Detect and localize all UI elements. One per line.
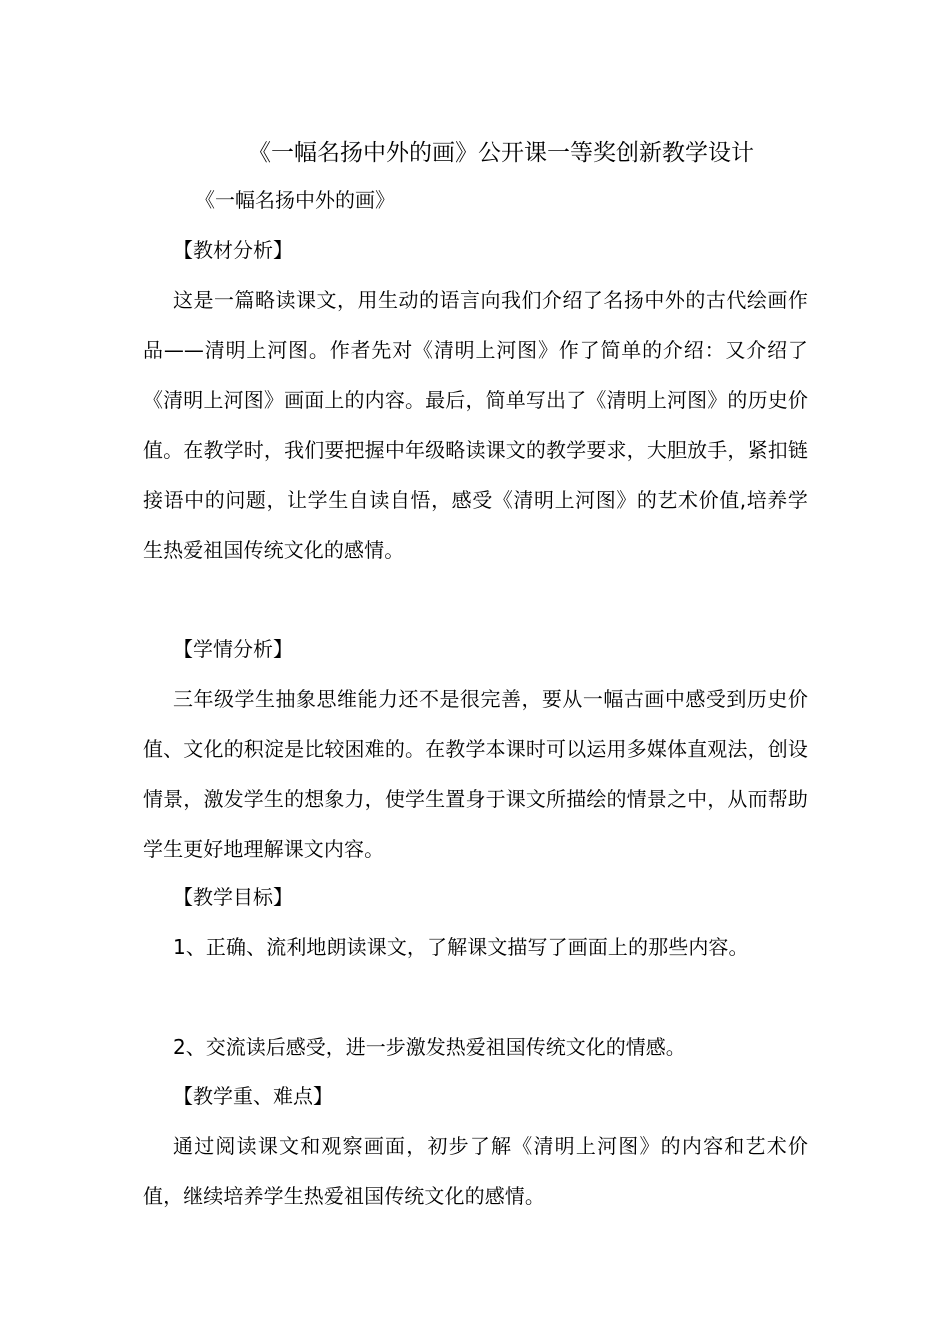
document-title: 《一幅名扬中外的画》公开课一等奖创新教学设计 [248,140,754,166]
paragraph-goal-1: 1、正确、流利地朗读课文，了解课文描写了画面上的那些内容。 [173,935,749,959]
paragraph-learner-analysis: 三年级学生抽象思维能力还不是很完善，要从一幅古画中感受到历史价值、文化的积淀是比较困难的。在教学本课时可以运用多媒体直观法，创设情景，激发学生的想象力，使学生置身于课文所描绘的情景之中，从而帮助学生更好地理解课文内容。 [143,687,808,861]
section-heading-learner-analysis: 【学情分析】 [173,637,293,661]
paragraph-goal-2: 2、交流读后感受，进一步激发热爱祖国传统文化的情感。 [173,1035,686,1059]
section-heading-key-difficulties: 【教学重、难点】 [173,1084,333,1108]
paragraph-textbook-analysis: 这是一篇略读课文，用生动的语言向我们介绍了名扬中外的古代绘画作品——清明上河图。作者先对《清明上河图》作了简单的介绍：又介绍了《清明上河图》画面上的内容。最后，简单写出了《清明上河图》的历史价值。在教学时，我们要把握中年级略读课文的教学要求，大胆放手，紧扣链接语中的问题，让学生自读自悟，感受《清明上河图》的艺术价值,培养学生热爱祖国传统文化的感情。 [143,288,808,562]
document-subtitle: 《一幅名扬中外的画》 [195,188,395,212]
paragraph-key-difficulties: 通过阅读课文和观察画面，初步了解《清明上河图》的内容和艺术价值，继续培养学生热爱祖国传统文化的感情。 [143,1134,808,1208]
section-heading-textbook-analysis: 【教材分析】 [173,238,293,262]
section-heading-teaching-goals: 【教学目标】 [173,885,293,909]
